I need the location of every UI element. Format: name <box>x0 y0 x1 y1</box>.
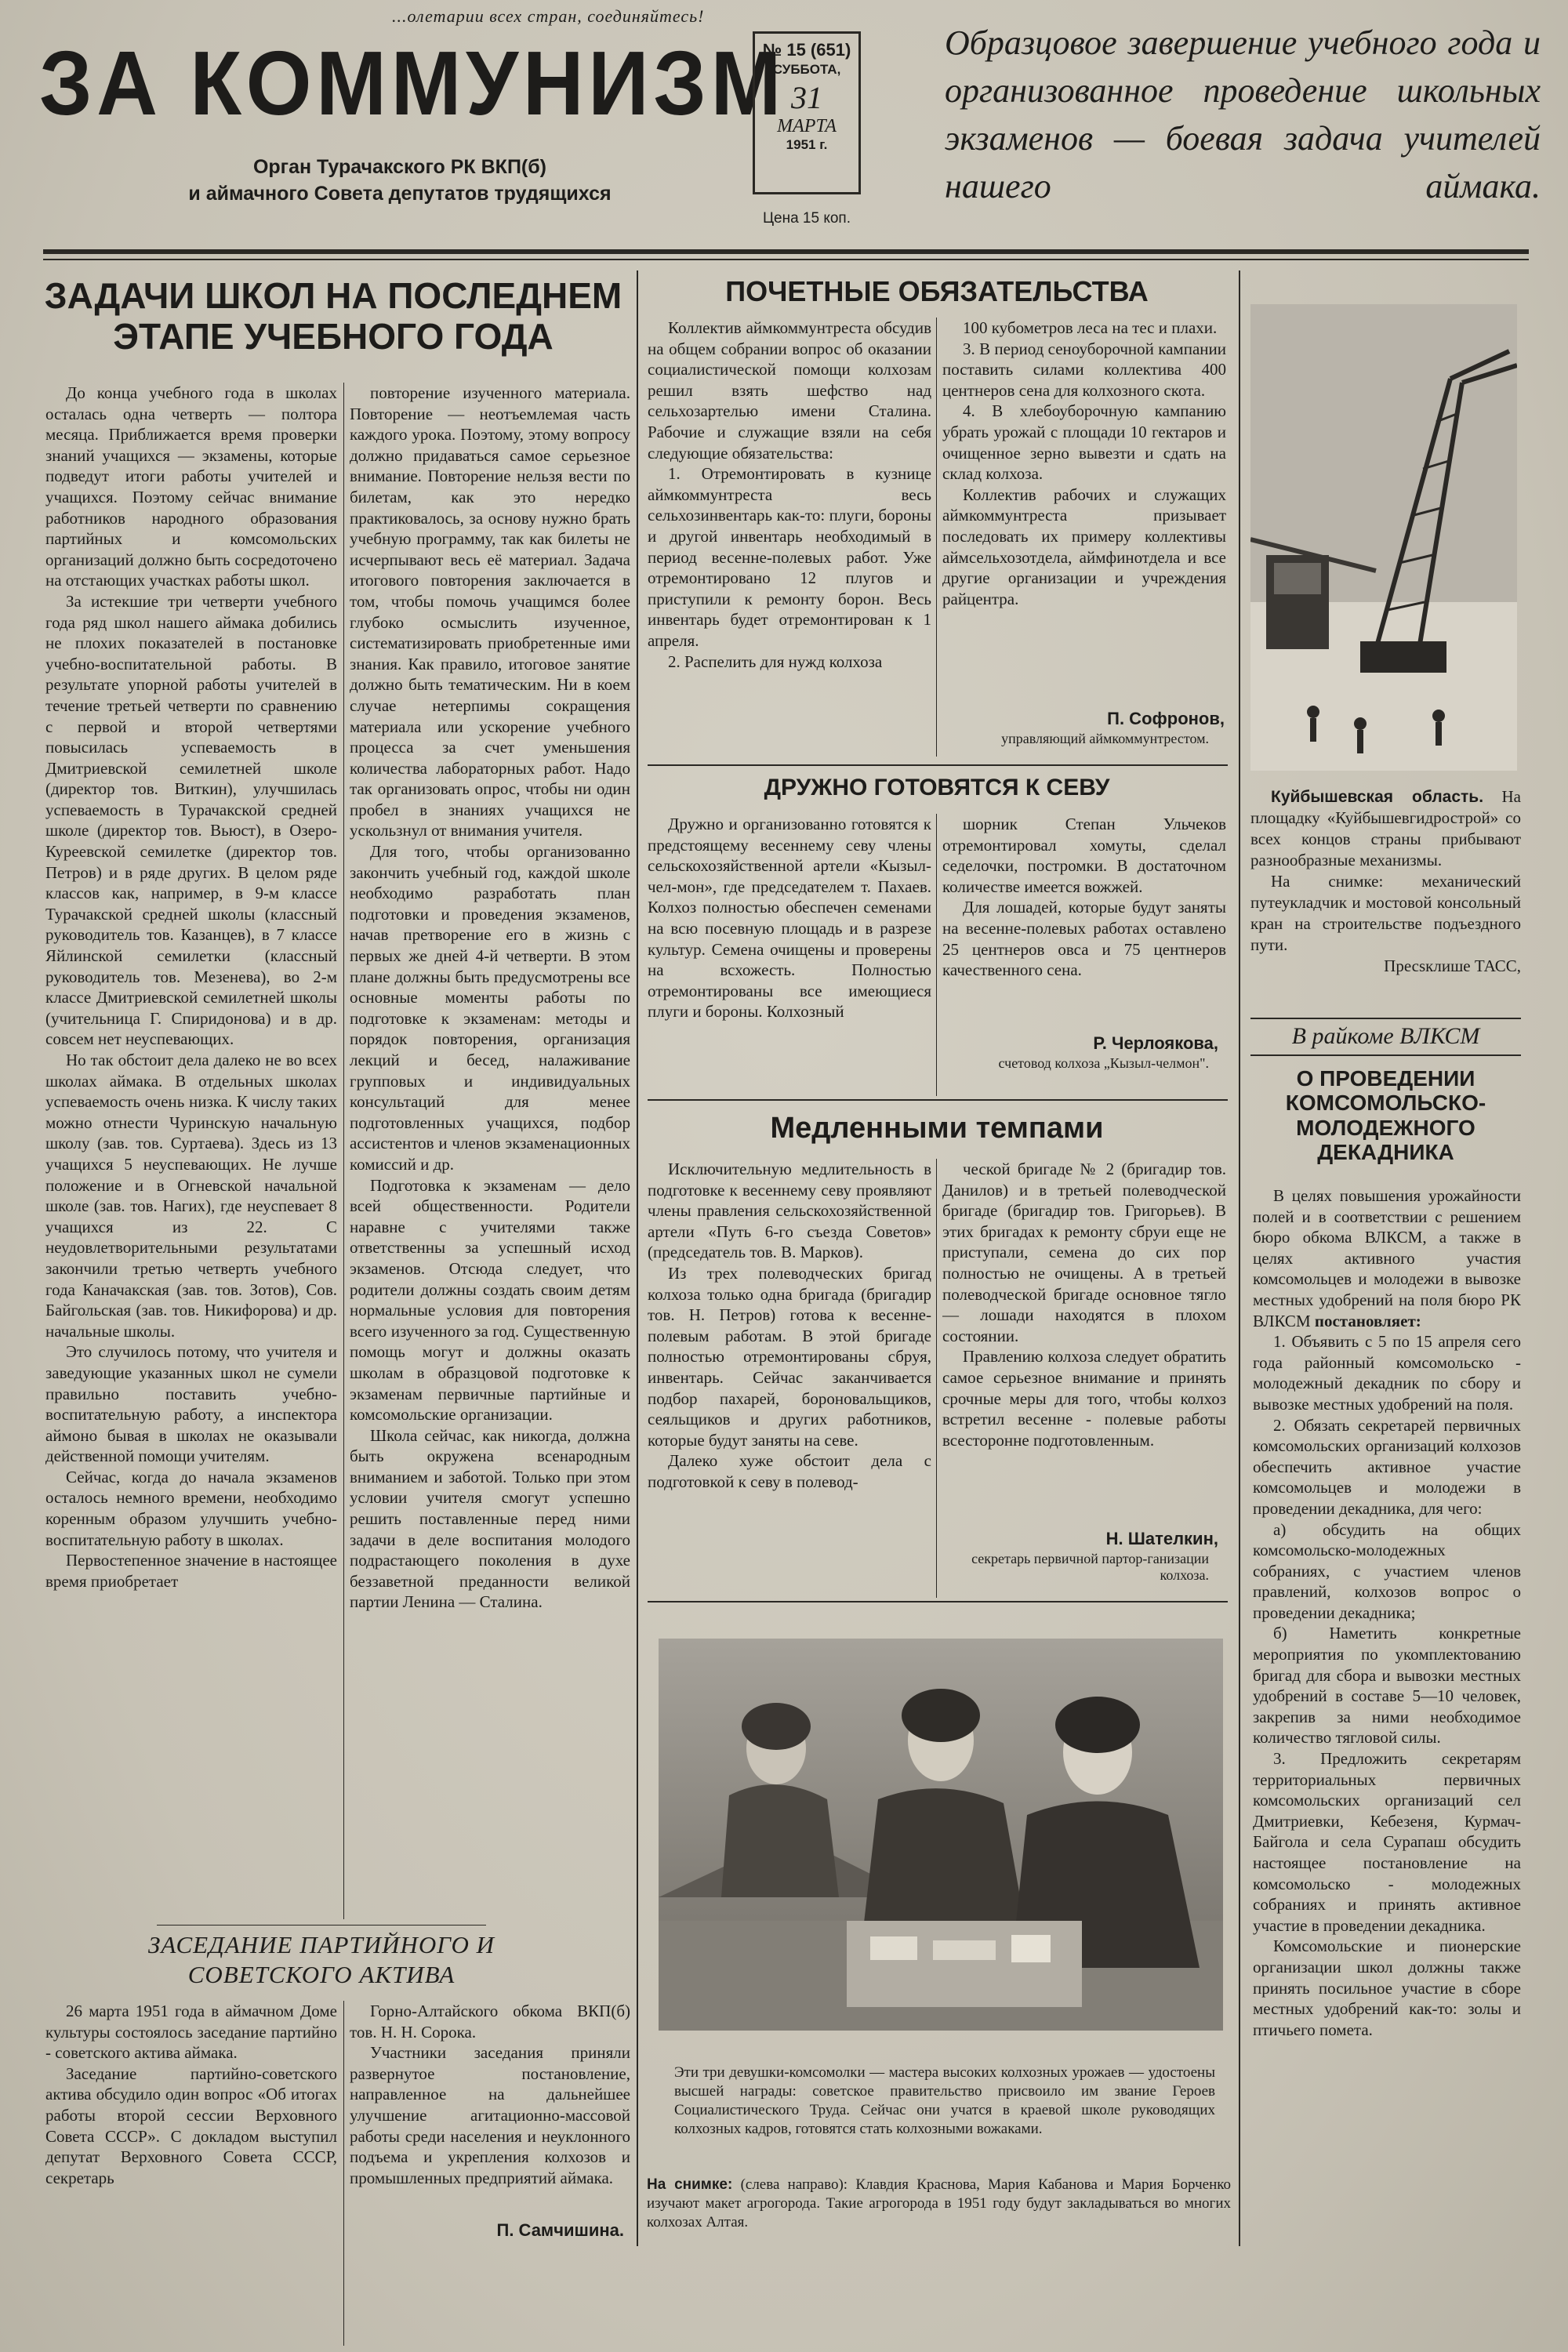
list-item: а) обсудить на общих комсомольско-молодежных собраниях, с участием членов правлений, колхозов вопрос о проведении декадника; <box>1253 1519 1521 1622</box>
list-item: 3. Предложить секретарям территориальных первичных комсомольских организаций сел Дмитриевки, Кебезеня, Курмач-Байгола и села Сурапаш обсудить настоящее постановление на комсомольско - молодежных собраниях и принять активное участие в проведении декадника. <box>1253 1749 1521 1935</box>
lead-column-2 <box>350 383 630 1919</box>
paragraph: Для лошадей, которые будут заняты на весенне-полевых работах оставлено 25 центнеров овса и 75 центнеров качественного сена. <box>942 898 1226 980</box>
column-divider <box>936 318 937 757</box>
list-item: Комсомольские и пионерские организации школ должны также принять посильное участие в сборе местных удобрений как-то: золы и птичьего помета. <box>1253 1936 1521 2039</box>
pledges-column-1 <box>648 318 931 757</box>
photo1-caption-2: На снимке: механический путеукладчик и мостовой консольный кран на строительстве подъездного пути. <box>1250 872 1521 954</box>
paragraph: ческой бригаде № 2 (бригадир тов. Данилов) и в третьей полеводческой бригаде (бригадир тов. Григорьев). В этих бригадах к ремонту сбруи еще не приступали, семена до сих пор полностью не очищены. А в третьей полеводческой бригаде основное тягло — лошади находятся в плохом состоянии. <box>942 1160 1226 1345</box>
slogan: Образцовое завершение учебного года и организованное проведение школьных экзаменов — боевая задача учителей нашего аймака. <box>945 24 1541 205</box>
paragraph: шорник Степан Ульчеков отремонтировал хомуты, сделал седелочки, постромки. В достаточном количестве имеется вожжей. <box>942 815 1226 896</box>
lead-column-1 <box>45 383 337 1919</box>
issue-month: МАРТА <box>777 116 837 136</box>
crane-photo <box>1250 304 1517 771</box>
column-divider <box>936 814 937 1096</box>
issue-number: № 15 (651) <box>762 40 851 60</box>
slow-headline: Медленными темпами <box>770 1112 1104 1145</box>
paragraph: За истекшие три четверти учебного года ряд школ нашего аймака добились не плохих показателей в постановке учебно-воспитательной работы. В результате упорной работы учителей в течение третьей четверти по сравнению с первой и второй четвертями повысилась успеваемость в Дмитриевской семилетней школе (директор тов. Виткин), улучшилась успеваемость в Турачакской средней школе (директор тов. Вьюст), в Озеро-Куреевской семилетке (директор тов. Петров) и в ряде других. В целом ряде классов как, например, в 9-м классе Турачакской средней школы (классный руководитель тов. Казанцев), в 7 классе Яйлинской семилетки (классный руководитель тов. Мезенева), во 2-м классе Дмитриевской семилетней школы (учительница Г. Спиридонова) и в др. совсем нет неуспевающих. <box>45 591 337 1049</box>
issue-date-box <box>753 31 861 194</box>
section-rule <box>648 764 1228 766</box>
vlksm-rubric: В райкоме ВЛКСМ <box>1291 1023 1480 1049</box>
photo1-caption-p1 <box>1250 786 1521 871</box>
paragraph: 3. В период сеноуборочной кампании поставить силами коллектива 400 центнеров сена для колхозного скота. <box>942 339 1226 400</box>
slow-column-1 <box>648 1159 931 1598</box>
photo2-caption-text: (слева направо): Клавдия Краснова, Мария Кабанова и Мария Борченко изучают макет агрогорода. Такие агрогорода в 1951 году будут закладываться во многих колхозах Алтая. <box>647 2176 1232 2230</box>
issue-day: 31 <box>791 80 822 115</box>
photo1-caption <box>1250 786 1521 977</box>
photo-illustration <box>659 1639 1223 2031</box>
paragraph: Далеко хуже обстоит дела с подготовкой к севу в полевод- <box>648 1451 931 1491</box>
paragraph: Исключительную медлительность в подготовке к весеннему севу проявляют члены правления сельскохозяйственной артели «Путь 6-го съезда Советов» (председатель тов. В. Марков). <box>648 1160 931 1262</box>
section-rule <box>648 1099 1228 1101</box>
paragraph: 2. Распелить для нужд колхоза <box>668 652 883 671</box>
newspaper-title: ЗА КОММУНИЗМ <box>39 32 786 134</box>
paragraph: 4. В хлебоуборочную кампанию убрать урожай с площади 10 гектаров и очищенное зерно вывезти и сдать на склад колхоза. <box>942 401 1226 484</box>
photo1-caption-label: Куйбышевская область. <box>1271 788 1484 806</box>
photo1-caption-text: На площадку «Куйбышевгидрострой» со всех концов страны прибывают разнообразные механизмы. <box>1250 787 1521 869</box>
section-rule <box>648 1601 1228 1602</box>
paragraph: Школа сейчас, как никогда, должна быть окружена всенародным вниманием и заботой. Только при этом условии учителя смогут успешно решить поставленные перед ними задачи в деле воспитания молодого подрастающего поколения в духе беззаветной преданности великой партии Ленина — Сталина. <box>350 1425 630 1612</box>
list-item: 2. Обязать секретарей первичных комсомольских организаций колхозов обеспечить активное участие комсомольцев и молодежи в проведении декадника, для чего: <box>1253 1415 1521 1518</box>
lead-headline: ЗАДАЧИ ШКОЛ НА ПОСЛЕДНЕМ ЭТАПЕ УЧЕБНОГО ГОДА <box>44 275 622 357</box>
section-rule <box>1250 1054 1521 1056</box>
list-item: б) Наметить конкретные мероприятия по укомплектованию бригад для сбора и вывозки местных удобрений в составе 5—10 человек, закрепив за ними необходимое количество тягловой силы. <box>1253 1624 1521 1748</box>
organ-line-1: Орган Турачакского РК ВКП(б) <box>252 156 547 178</box>
sowing-signature-role: счетовод колхоза „Кызыл-челмон". <box>998 1055 1209 1071</box>
paragraph: Заседание партийно-советского актива обсудило один вопрос «Об итогах работы второй сессии Верховного Совета СССР». С докладом выступил депутат Верховного Совета СССР, секретарь <box>45 2063 337 2187</box>
photo2-caption-2 <box>647 2176 1231 2232</box>
header-rule <box>43 249 1529 254</box>
komsomol-girls-photo <box>659 1639 1223 2031</box>
slow-column-2 <box>942 1159 1226 1504</box>
paragraph: Для того, чтобы организованно закончить учебный год, каждой школе необходимо разработать план подготовки и проведения экзаменов, начав претворение его в жизнь с первых же дней 4-й четверти. В этом плане должны быть предусмотрены все основные моменты работы по подготовке к экзаменам: методы и порядок повторения, организация лекций и бесед, налаживание групповых и индивидуальных консультаций для менее подготовленных учащихся, подбор ассистентов и членов экзаменационных комиссий и др. <box>350 842 630 1174</box>
aktiv-signature: П. Самчишина. <box>496 2220 624 2240</box>
column-divider <box>1239 270 1240 2246</box>
pledges-headline: ПОЧЕТНЫЕ ОБЯЗАТЕЛЬСТВА <box>725 275 1149 307</box>
paragraph: 100 кубометров леса на тес и плахи. <box>963 318 1218 337</box>
sowing-column-2 <box>942 814 1226 1018</box>
issue-weekday: СУББОТА, <box>772 62 841 77</box>
column-divider <box>637 270 638 2246</box>
issue-year: 1951 г. <box>786 137 828 152</box>
paragraph: Коллектив аймкоммунтреста обсудив на общем собрании вопрос об оказании социалистической помощи колхозам решил взять шефство над сельхозартелью имени Сталина. Рабочие и служащие взяли на себя следующие обязательства: <box>648 318 931 463</box>
pledges-column-2 <box>942 318 1226 725</box>
list-item: 1. Объявить с 5 по 15 апреля сего года районный комсомольско - молодежный декадник по сбору и вывозке местных удобрений на поля. <box>1253 1332 1521 1414</box>
paragraph: Из трех полеводческих бригад колхоза только одна бригада (бригадир тов. Н. Петров) готова к весенне-полевым работам. В этой бригаде полностью отремонтированы сбруя, инвентарь. Сейчас заканчивается подбор пахарей, бороновальщиков, сеяльщиков и других работников, которые будут заняты на севе. <box>648 1263 931 1450</box>
sowing-signature: Р. Черлоякова, <box>1093 1033 1218 1053</box>
section-rule <box>157 1925 486 1926</box>
column-divider <box>343 383 344 1919</box>
slow-signature-role: секретарь первичной партор-ганизации колхоза. <box>971 1551 1209 1583</box>
vlksm-intro-bold: постановляет: <box>1314 1311 1421 1330</box>
section-rule <box>1250 1018 1521 1019</box>
paragraph: Дружно и организованно готовятся к предстоящему весеннему севу члены сельскохозяйственной артели «Кызыл-чел-мон», где председателем т. Пахаев. Колхоз полностью обеспечен семенами на всю посевную площадь и в разрезе культур. Семена очищены и проверены на всхожесть. Полностью отремонтированы все имеющиеся плуги и бороны. Колхозный <box>648 815 931 1022</box>
column-divider <box>936 1159 937 1598</box>
vlksm-headline: О ПРОВЕДЕНИИ КОМСОМОЛЬСКО-МОЛОДЕЖНОГО ДЕКАДНИКА <box>1285 1066 1486 1165</box>
photo-credit: Пресsклише ТАСС, <box>1384 956 1521 975</box>
paragraph: Сейчас, когда до начала экзаменов осталось немного времени, необходимо коренным образом улучшить учебно-воспитательную работу в школах. <box>45 1467 337 1549</box>
photo-illustration <box>1250 304 1517 771</box>
vlksm-intro-text: В целях повышения урожайности полей и в соответствии с решением бюро обкома ВЛКСМ, а также в целях активного участия комсомольцев и молодежи в вывозке местных удобрений на поля бюро РК ВЛКСМ <box>1253 1186 1521 1330</box>
vlksm-intro <box>1253 1185 1521 1331</box>
paragraph: 1. Отремонтировать в кузнице аймкоммунтреста весь сельхозинвентарь как-то: плуги, бороны и другой инвентарь необходимый в период весенне-полевых работ. Уже отремонтировано 12 плугов и приступили к ремонту борон. Весь инвентарь будет отремонтирован к 1 апреля. <box>648 464 931 650</box>
pledges-signature: П. Софронов, <box>1107 709 1225 728</box>
paragraph: Это случилось потому, что учителя и заведующие указанных школ не сумели правильно поставить учебно-воспитательную работу, а инспектора аймоно бывая в школах не оказывали действенной помощи учителям. <box>45 1342 337 1466</box>
paragraph: 26 марта 1951 года в аймачном Доме культуры состоялось заседание партийно - советского актива аймака. <box>45 2002 337 2063</box>
paragraph: повторение изученного материала. Повторение — неотъемлемая часть каждого урока. Поэтому, этому вопросу должно придаваться самое серьезное внимание. Повторение нельзя вести по билетам, как это нередко практиковалось, за основу нужно брать учебную программу, так как билеты не исчерпывают весь её материал. Задача итогового повторения заключается в том, чтобы помочь учащимся более глубоко осмыслить изученное, систематизировать приобретенные ими знания. Как правило, итоговое занятие должно быть тематическим. Ни в коем случае нетерпимы сокращения материала или ускорение учебного процесса за счет уменьшения количества лабораторных работ. Надо так организовать опрос, чтобы ни один пробел в знаниях учащихся не ускользнул от внимания учителя. <box>350 383 630 840</box>
organ-subtitle <box>145 154 655 207</box>
vlksm-body <box>1253 1185 1521 2259</box>
aktiv-column-1 <box>45 2001 337 2346</box>
sowing-headline: ДРУЖНО ГОТОВЯТСЯ К СЕВУ <box>764 775 1110 800</box>
slow-signature: Н. Шателкин, <box>1105 1529 1218 1548</box>
paragraph: Первостепенное значение в настоящее время приобретает <box>45 1551 337 1591</box>
paragraph: Правлению колхоза следует обратить самое серьезное внимание и принять срочные меры для того, чтобы колхоз встретил весенне - полевые работы всесторонне подготовленным. <box>942 1347 1226 1450</box>
paragraph: Подготовка к экзаменам — дело всей общественности. Родители наравне с учителями также ответственны за успешный исход экзаменов. Отсюда следует, что родители должны создать своим детям нормальные условия для повторения всего изученного за год. Существенную помощь могут и должны оказать школам в образцовой подготовке к экзаменам первичные партийные и комсомольские организации. <box>350 1175 630 1425</box>
pledges-signature-role: управляющий аймкоммунтрестом. <box>1001 731 1209 746</box>
price: Цена 15 коп. <box>762 210 851 227</box>
aktiv-headline: ЗАСЕДАНИЕ ПАРТИЙНОГО И СОВЕТСКОГО АКТИВА <box>147 1931 495 1988</box>
motto: ...олетарии всех стран, соединяйтесь! <box>392 6 705 26</box>
paragraph: Коллектив рабочих и служащих аймкоммунтреста призывает последовать их примеру коллективы аймсельхозотдела, аймфинотдела и все другие организации и учреждения райцентра. <box>942 485 1226 608</box>
photo2-caption-label: На снимке: <box>647 2176 733 2193</box>
organ-line-2: и аймачного Совета депутатов трудящихся <box>188 183 612 205</box>
header-rule-thin <box>43 259 1529 260</box>
paragraph: Горно-Алтайского обкома ВКП(б) тов. Н. Н. Сорока. <box>350 2002 630 2042</box>
paragraph: Но так обстоит дела далеко не во всех школах аймака. В отдельных школах успеваемость очень низка. К числу таких можно отнести Чуринскую начальную школу (зав. тов. Суртаева). Здесь из 13 учащихся 5 неуспевающих. Не лучше положение и в Огневской начальной школе (зав. тов. Нагих), где неуспевает 8 учащихся из 22. С неудовлетворительными результатами закончили третью четверть учебного года Каначакская (зав. тов. Зотов), Сов. Байгольская (зав. тов. Никифорова) и др. начальные школы. <box>45 1051 337 1341</box>
photo2-caption: Эти три девушки-комсомолки — мастера высоких колхозных урожаев — удостоены высшей награды: советское правительство присвоило им звание Героев Социалистического Труда. Сейчас они учатся в краевой школе руководящих колхозных кадров, готовятся стать колхозными вожаками. <box>674 2064 1215 2137</box>
paragraph: Участники заседания приняли развернутое постановление, направленное на дальнейшее улучшение агитационно-массовой работы среди населения и неуклонного подъема и укрепления колхозов и промышленных предприятий аймака. <box>350 2043 630 2187</box>
sowing-column-1 <box>648 814 931 1096</box>
column-divider <box>343 2001 344 2346</box>
paragraph: До конца учебного года в школах осталась одна четверть — полтора месяца. Приближается время проверки знаний учащихся — экзамены, которые подведут итоги работы учителей и учащихся. Поэтому сейчас внимание работников народного образования партийных и комсомольских организаций должно быть сосредоточено на отстающих участках работы школ. <box>45 383 337 590</box>
